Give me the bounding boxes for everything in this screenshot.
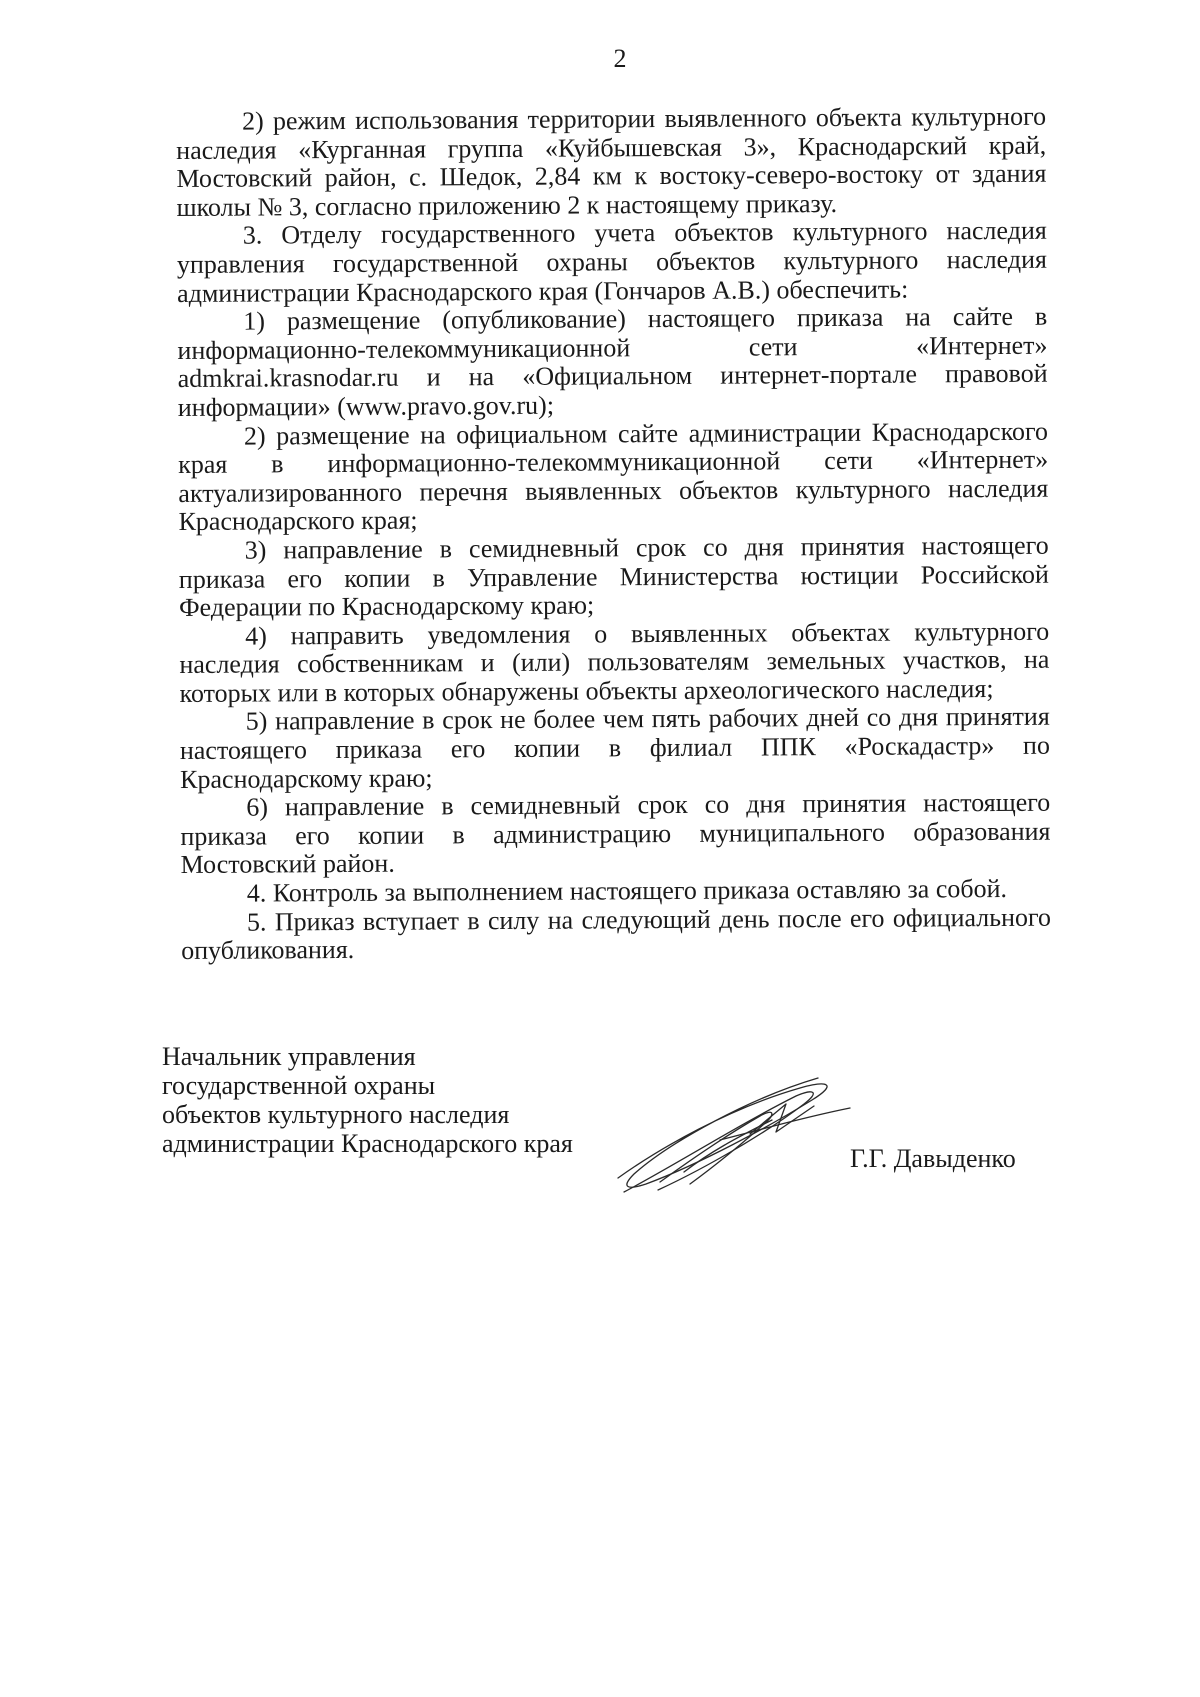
paragraph-item-3-1: 1) размещение (опубликование) настоящего приказа на сайте в информационно-телекоммуникационной сети «Интернет» admkrai.krasnodar.ru и на «Официальном интернет-портале правовой информации» (www.pravo.gov.ru);	[177, 301, 1048, 422]
paragraph-item-4: 4. Контроль за выполнением настоящего приказа оставляю за собой.	[246, 873, 1008, 908]
paragraph-item-3-3: 3) направление в семидневный срок со дня принятия настоящего приказа его копии в Управление Министерства юстиции Российской Федерации по Краснодарскому краю;	[178, 530, 1049, 623]
signer-title-line: Начальник управления	[162, 1042, 416, 1071]
signer-title-block	[162, 1042, 573, 1158]
signer-title-line: государственной охраны	[162, 1071, 436, 1100]
signer-title-line: объектов культурного наследия	[162, 1100, 510, 1129]
signer-name: Г.Г. Давыденко	[850, 1144, 1016, 1173]
paragraph-item-3-2: 2) размещение на официальном сайте администрации Краснодарского края в информационно-телекоммуникационной сети «Интернет» актуализированного перечня выявленных объектов культурного наследия Краснодарского края;	[178, 416, 1049, 537]
page-number: 2	[613, 44, 627, 73]
paragraph-item-3-4: 4) направить уведомления о выявленных объектах культурного наследия собственникам и (или) пользователям земельных участков, на которых или в которых обнаружены объекты археологического наследия;	[179, 616, 1050, 708]
paragraph-item-3-5: 5) направление в срок не более чем пять рабочих дней со дня принятия настоящего приказа его копии в филиал ППК «Роскадастр» по Краснодарскому краю;	[179, 702, 1050, 794]
paragraph-territory-regime: 2) режим использования территории выявленного объекта культурного наследия «Курганная группа «Куйбышевская 3», Краснодарский край, Мостовский район, с. Шедок, 2,84 км к востоку-северо-востоку от здания школы № 3, согласно приложению 2 к настоящему приказу.	[176, 101, 1047, 222]
paragraph-item-5: 5. Приказ вступает в силу на следующий день после его официального опубликования.	[181, 902, 1052, 966]
paragraph-item-3: 3. Отделу государственного учета объектов культурного наследия управления государственной охраны объектов культурного наследия администрации Краснодарского края (Гончаров А.В.) обеспечить:	[176, 216, 1048, 308]
paragraph-item-3-6: 6) направление в семидневный срок со дня принятия настоящего приказа его копии в администрацию муниципального образования Мостовский район.	[180, 787, 1051, 880]
document-body	[176, 103, 1051, 966]
signer-title-line: администрации Краснодарского края	[162, 1129, 573, 1158]
handwritten-signature	[600, 1060, 860, 1200]
